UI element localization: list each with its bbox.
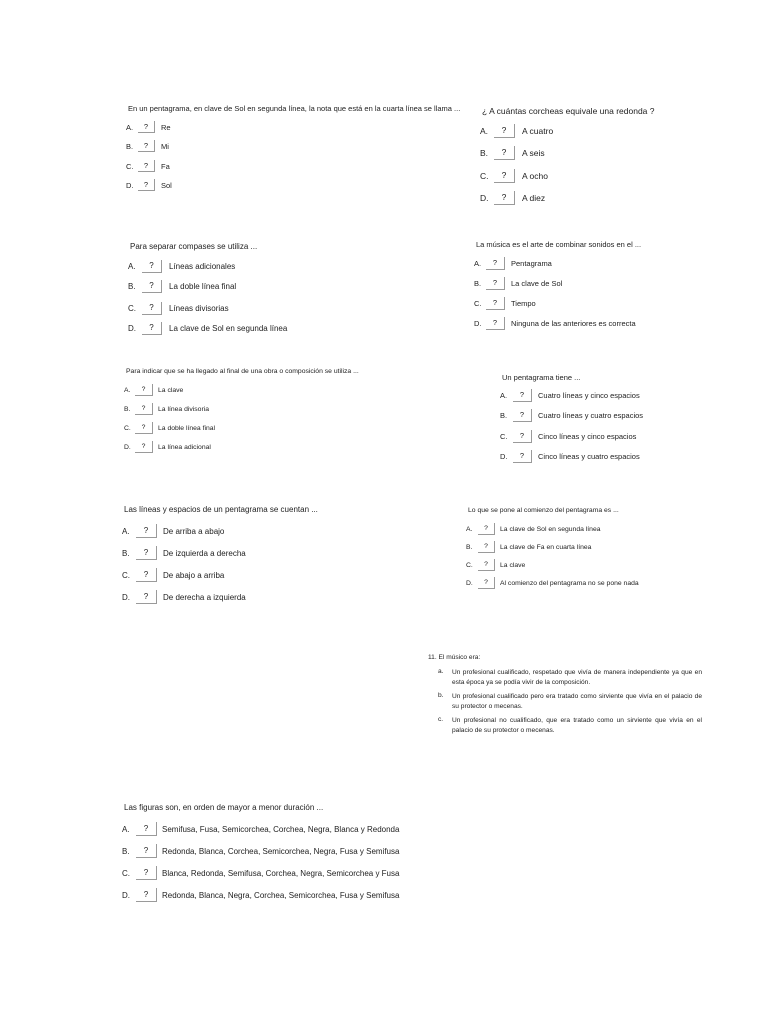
option-letter: C. <box>466 561 473 569</box>
answer-box[interactable]: ? <box>494 124 515 138</box>
option-c[interactable] <box>126 160 170 172</box>
answer-box[interactable]: ? <box>478 523 495 535</box>
option-letter: D. <box>500 452 508 461</box>
option-b[interactable] <box>500 409 643 422</box>
answer-box[interactable]: ? <box>486 317 505 330</box>
option-text: De arriba a abajo <box>163 526 225 536</box>
option-text: La línea adicional <box>158 443 211 451</box>
option-letter: A. <box>128 262 136 271</box>
question-2 <box>476 100 676 208</box>
question-4 <box>470 236 680 336</box>
answer-box[interactable]: ? <box>142 280 162 293</box>
question-3 <box>124 236 324 338</box>
option-text: Tiempo <box>511 299 536 308</box>
option-text: La clave <box>500 561 526 569</box>
answer-box[interactable]: ? <box>478 559 495 571</box>
option-a[interactable] <box>122 524 224 538</box>
answer-box[interactable]: ? <box>135 422 153 434</box>
option-text: Al comienzo del pentagrama no se pone nada <box>500 579 639 587</box>
option-letter: A. <box>124 386 131 394</box>
option-text: A ocho <box>522 171 548 181</box>
option-text: Fa <box>161 161 170 171</box>
option-letter: c. <box>438 716 444 723</box>
option-b[interactable] <box>122 844 399 858</box>
option-b[interactable] <box>122 546 246 560</box>
option-text: Blanca, Redonda, Semifusa, Corchea, Negra, Semicorchea y Fusa <box>162 868 400 878</box>
option-text: Un profesional cualificado pero era tratado como sirviente que vivía en el palacio de su protector o mecenas. <box>452 693 702 710</box>
option-text: Sol <box>161 180 172 190</box>
option-d[interactable] <box>122 888 399 902</box>
option-text: La doble línea final <box>169 282 237 291</box>
option-letter: A. <box>474 259 482 268</box>
question-text: Para indicar que se ha llegado al final de una obra o composición se utiliza ... <box>126 368 359 375</box>
option-text: La línea divisoria <box>158 405 210 413</box>
option-letter: D. <box>122 592 130 602</box>
option-text: La clave de Sol en segunda línea <box>169 324 288 333</box>
option-d[interactable] <box>474 317 636 330</box>
option-letter: D. <box>466 579 473 587</box>
question-8 <box>462 502 677 592</box>
option-c[interactable] <box>500 430 636 443</box>
option-a[interactable] <box>480 124 553 138</box>
option-b[interactable] <box>126 140 169 152</box>
answer-box[interactable]: ? <box>136 590 157 604</box>
answer-box[interactable]: ? <box>136 888 157 902</box>
question-text: Lo que se pone al comienzo del pentagrama es ... <box>468 507 619 514</box>
option-letter: B. <box>126 141 134 151</box>
option-d[interactable] <box>500 450 640 463</box>
answer-box[interactable]: ? <box>494 191 515 205</box>
option-a[interactable] <box>122 822 399 836</box>
answer-box[interactable]: ? <box>138 140 155 152</box>
answer-box[interactable]: ? <box>513 430 532 443</box>
option-d[interactable] <box>480 191 545 205</box>
option-a[interactable] <box>500 389 640 402</box>
option-b[interactable] <box>128 280 236 293</box>
option-letter: A. <box>122 824 130 834</box>
option-letter: A. <box>126 122 134 132</box>
option-a[interactable] <box>128 260 235 273</box>
option-text: Cuatro líneas y cinco espacios <box>538 391 640 400</box>
option-c[interactable] <box>124 422 215 434</box>
option-b[interactable] <box>466 541 591 553</box>
answer-box[interactable]: ? <box>513 409 532 422</box>
answer-box[interactable]: ? <box>136 866 157 880</box>
option-a[interactable] <box>438 668 702 687</box>
answer-box[interactable]: ? <box>136 524 157 538</box>
question-7 <box>118 500 333 606</box>
option-b[interactable] <box>480 146 545 160</box>
option-letter: B. <box>480 148 489 158</box>
option-text: Cinco líneas y cuatro espacios <box>538 452 640 461</box>
option-letter: A. <box>500 391 508 400</box>
question-11 <box>424 652 714 742</box>
option-letter: D. <box>474 319 482 328</box>
answer-box[interactable]: ? <box>135 441 153 453</box>
question-text: Las líneas y espacios de un pentagrama se cuentan ... <box>124 505 318 514</box>
option-letter: B. <box>474 279 482 288</box>
question-5 <box>120 362 370 458</box>
option-a[interactable] <box>126 121 171 133</box>
option-text: Pentagrama <box>511 259 552 268</box>
option-letter: B. <box>500 411 508 420</box>
option-letter: B. <box>124 405 131 413</box>
option-text: La clave de Sol en segunda línea <box>500 525 601 533</box>
option-letter: C. <box>474 299 482 308</box>
answer-box[interactable]: ? <box>136 546 157 560</box>
option-letter: C. <box>122 570 130 580</box>
answer-box[interactable]: ? <box>513 450 532 463</box>
question-text: Para separar compases se utiliza ... <box>130 242 258 251</box>
option-letter: B. <box>466 543 473 551</box>
answer-box[interactable]: ? <box>494 146 515 160</box>
option-letter: C. <box>480 171 489 181</box>
answer-box[interactable]: ? <box>142 322 162 335</box>
option-text: A diez <box>522 193 546 203</box>
option-text: De izquierda a derecha <box>163 548 246 558</box>
option-text: De abajo a arriba <box>163 570 225 580</box>
answer-box[interactable]: ? <box>486 277 505 290</box>
option-letter: B. <box>122 846 130 856</box>
option-a[interactable] <box>124 384 183 396</box>
answer-box[interactable]: ? <box>135 384 153 396</box>
option-d[interactable] <box>126 179 172 191</box>
option-letter: b. <box>438 692 444 699</box>
option-a[interactable] <box>474 257 552 270</box>
question-text: ¿ A cuántas corcheas equivale una redonda ? <box>482 106 655 116</box>
option-text: Un profesional cualificado, respetado que vivía de manera independiente ya que en esta época ya se podía vivir de la composición. <box>452 669 702 686</box>
option-letter: C. <box>126 161 134 171</box>
option-letter: C. <box>500 432 508 441</box>
option-d[interactable] <box>128 322 287 335</box>
option-text: Mi <box>161 141 169 151</box>
option-d[interactable] <box>124 441 211 453</box>
option-letter: D. <box>480 193 489 203</box>
option-b[interactable] <box>124 403 209 415</box>
option-text: La clave <box>158 386 184 394</box>
answer-box[interactable]: ? <box>142 260 162 273</box>
option-text: Cinco líneas y cinco espacios <box>538 432 637 441</box>
option-text: Líneas divisorias <box>169 304 229 313</box>
option-text: Redonda, Blanca, Negra, Corchea, Semicorchea, Fusa y Semifusa <box>162 890 400 900</box>
option-c[interactable] <box>480 169 548 183</box>
question-text: Un pentagrama tiene ... <box>502 373 581 382</box>
option-letter: A. <box>480 126 489 136</box>
option-text: La clave de Sol <box>511 279 563 288</box>
option-text: A seis <box>522 148 545 158</box>
option-d[interactable] <box>466 577 639 589</box>
option-text: Cuatro líneas y cuatro espacios <box>538 411 644 420</box>
option-c[interactable] <box>128 302 229 315</box>
question-text: 11. El músico era: <box>428 654 481 661</box>
answer-box[interactable]: ? <box>478 577 495 589</box>
answer-box[interactable]: ? <box>142 302 162 315</box>
option-c[interactable] <box>438 716 702 735</box>
answer-box[interactable]: ? <box>486 257 505 270</box>
option-letter: C. <box>128 304 136 313</box>
option-text: Líneas adicionales <box>169 262 236 271</box>
option-text: Re <box>161 122 171 132</box>
option-c[interactable] <box>122 568 224 582</box>
option-text: La doble línea final <box>158 424 216 432</box>
option-letter: A. <box>466 525 473 533</box>
option-letter: D. <box>128 324 136 333</box>
answer-box[interactable]: ? <box>136 822 157 836</box>
answer-box[interactable]: ? <box>494 169 515 183</box>
option-text: Ninguna de las anteriores es correcta <box>511 319 636 328</box>
question-1 <box>122 98 461 198</box>
answer-box[interactable]: ? <box>513 389 532 402</box>
option-d[interactable] <box>122 590 246 604</box>
option-c[interactable] <box>466 559 525 571</box>
question-9 <box>118 798 418 906</box>
answer-box[interactable]: ? <box>478 541 495 553</box>
answer-box[interactable]: ? <box>138 121 155 133</box>
answer-box[interactable]: ? <box>136 568 157 582</box>
option-letter: B. <box>122 548 130 558</box>
question-text: La música es el arte de combinar sonidos en el ... <box>476 240 642 249</box>
option-text: La clave de Fa en cuarta línea <box>500 543 592 551</box>
option-text: A cuatro <box>522 126 554 136</box>
answer-box[interactable]: ? <box>486 297 505 310</box>
option-letter: C. <box>122 868 130 878</box>
option-letter: D. <box>122 890 130 900</box>
answer-box[interactable]: ? <box>138 179 155 191</box>
option-text: De derecha a izquierda <box>163 592 246 602</box>
answer-box[interactable]: ? <box>136 844 157 858</box>
option-a[interactable] <box>466 523 601 535</box>
question-text: En un pentagrama, en clave de Sol en segunda línea, la nota que está en la cuarta línea se llama ... <box>128 104 461 113</box>
option-text: Un profesional no cualificado, que era tratado como un sirviente que vivía en el palacio de su protector o mecenas. <box>452 717 702 734</box>
option-letter: B. <box>128 282 136 291</box>
option-letter: a. <box>438 668 444 675</box>
option-letter: C. <box>124 424 131 432</box>
question-6 <box>496 368 676 468</box>
option-letter: D. <box>126 180 134 190</box>
answer-box[interactable]: ? <box>135 403 153 415</box>
option-b[interactable] <box>438 692 702 711</box>
question-text: Las figuras son, en orden de mayor a menor duración ... <box>124 803 324 812</box>
option-c[interactable] <box>474 297 536 310</box>
option-text: Semifusa, Fusa, Semicorchea, Corchea, Negra, Blanca y Redonda <box>162 824 400 834</box>
answer-box[interactable]: ? <box>138 160 155 172</box>
option-c[interactable] <box>122 866 399 880</box>
option-letter: D. <box>124 443 131 451</box>
option-letter: A. <box>122 526 130 536</box>
option-b[interactable] <box>474 277 562 290</box>
option-text: Redonda, Blanca, Corchea, Semicorchea, Negra, Fusa y Semifusa <box>162 846 400 856</box>
